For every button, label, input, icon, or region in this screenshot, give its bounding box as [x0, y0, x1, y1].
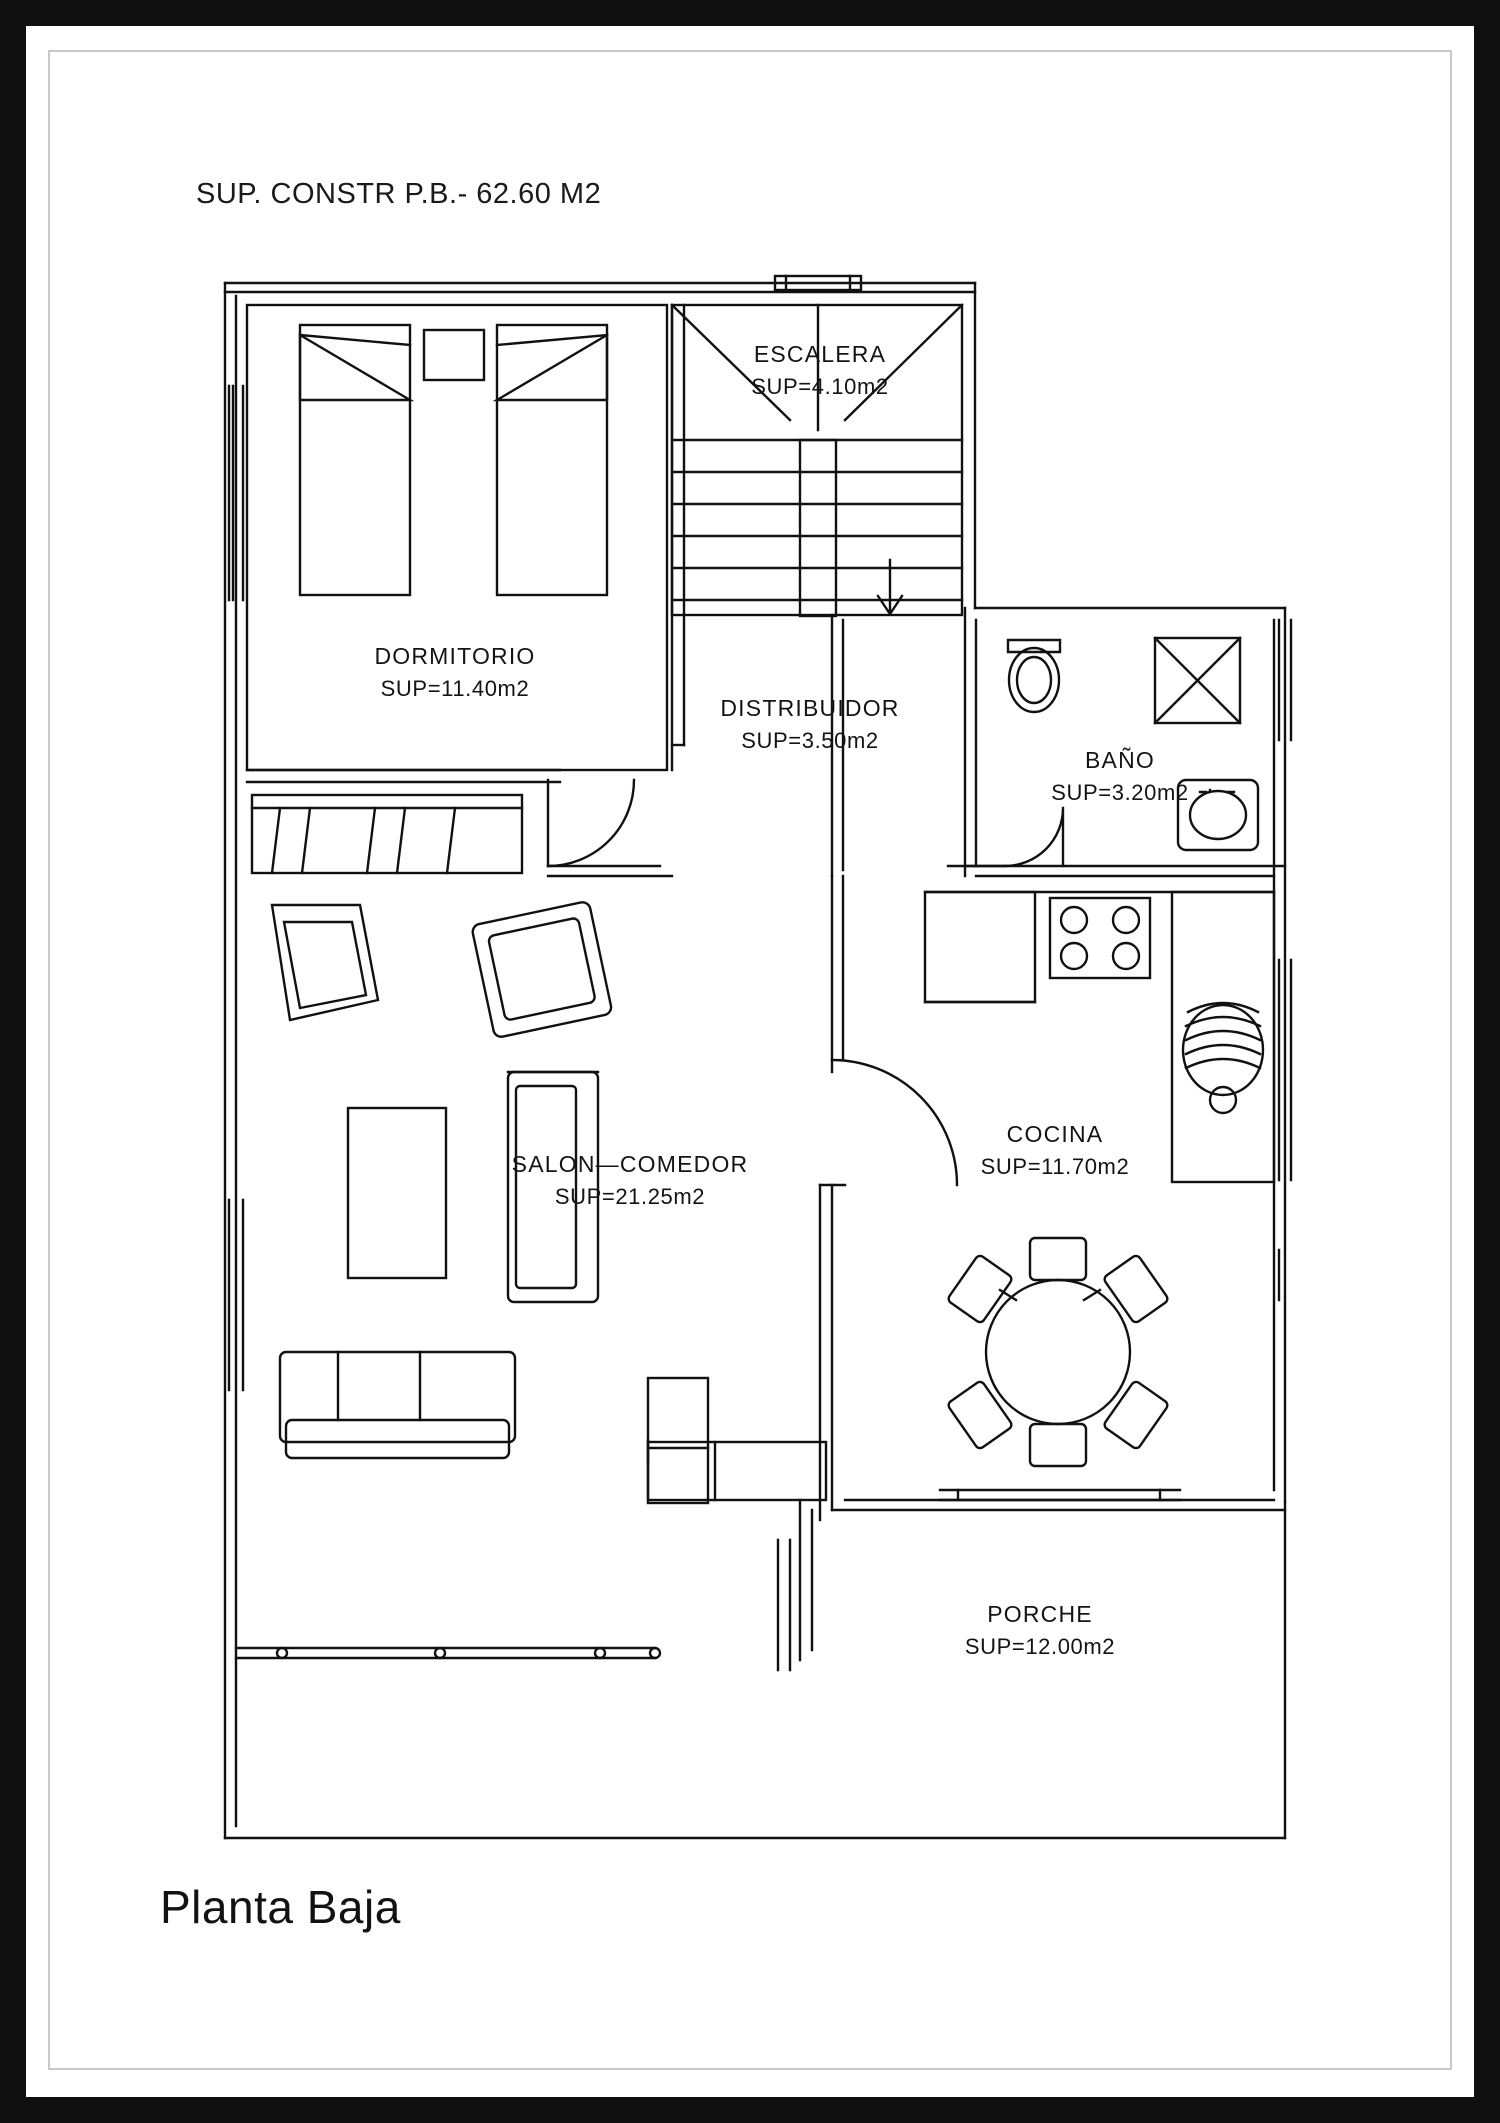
- room-name: BAÑO: [1085, 747, 1155, 773]
- room-area: SUP=11.70m2: [980, 1154, 1130, 1180]
- room-area: SUP=4.10m2: [751, 374, 889, 400]
- room-area: SUP=11.40m2: [380, 676, 530, 702]
- room-area: SUP=3.50m2: [741, 728, 879, 754]
- plan-title: Planta Baja: [160, 1881, 401, 1933]
- room-label-escalera: [670, 338, 970, 403]
- room-area: SUP=21.25m2: [554, 1184, 706, 1210]
- room-label-salon-comedor: [460, 1148, 800, 1213]
- room-area: SUP=3.20m2: [1051, 780, 1189, 806]
- room-name: PORCHE: [987, 1601, 1093, 1627]
- room-area: SUP=12.00m2: [964, 1634, 1116, 1660]
- room-label-bano: [1000, 744, 1240, 809]
- room-name: COCINA: [1006, 1121, 1104, 1147]
- room-name: SALON—COMEDOR: [511, 1151, 749, 1177]
- header-area-note: SUP. CONSTR P.B.- 62.60 M2: [196, 178, 602, 210]
- room-label-cocina: [905, 1118, 1205, 1183]
- room-label-porche: [890, 1598, 1190, 1663]
- room-name: DISTRIBUIDOR: [720, 695, 900, 721]
- room-name: DORMITORIO: [374, 643, 536, 669]
- room-label-distribuidor: [660, 692, 960, 757]
- room-name: ESCALERA: [753, 341, 887, 367]
- room-label-dormitorio: [305, 640, 605, 705]
